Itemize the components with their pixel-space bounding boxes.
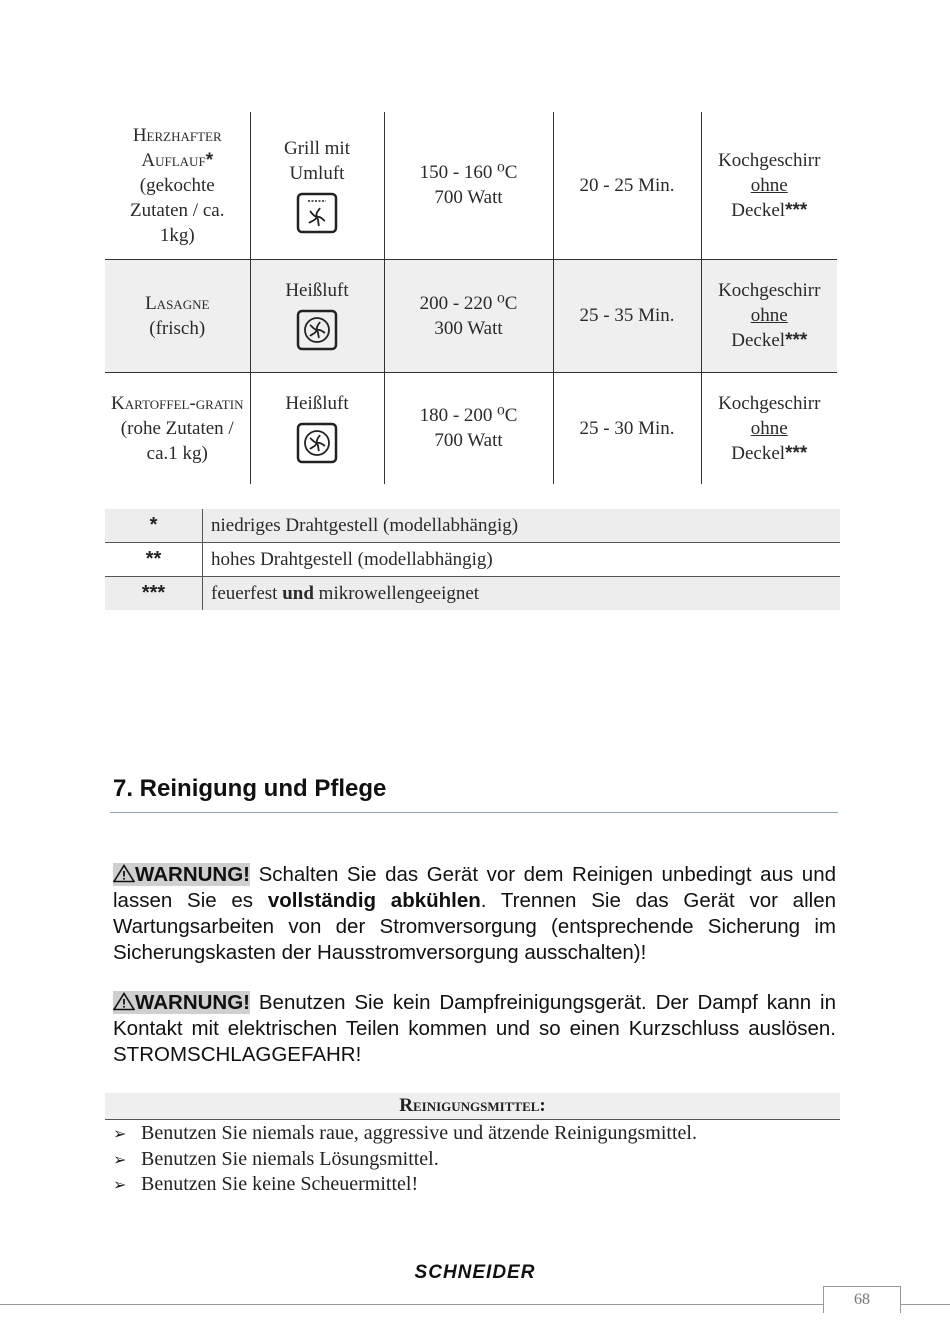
cooking-table bbox=[105, 112, 837, 484]
dish-type-b: ohne bbox=[750, 417, 788, 439]
list-item bbox=[113, 1172, 697, 1198]
table-row bbox=[105, 259, 837, 372]
page-number: 68 bbox=[823, 1286, 901, 1313]
list-item bbox=[113, 1147, 697, 1173]
dish-type-a: Kochgeschirr bbox=[718, 280, 821, 301]
warning-label-text: WARNUNG! bbox=[135, 991, 251, 1014]
warning-paragraph-1 bbox=[113, 862, 836, 966]
mode-cell bbox=[250, 372, 384, 484]
dish-type-stars: *** bbox=[785, 330, 808, 351]
arrow-bullet-icon: ➢ bbox=[113, 1149, 127, 1169]
heading-divider bbox=[110, 812, 838, 813]
dish-type-b: ohne bbox=[750, 305, 788, 326]
mode-label: Heißluft bbox=[285, 279, 349, 301]
dish-type-c: Deckel bbox=[731, 442, 786, 464]
temperature: 200 - 220 ⁰C bbox=[419, 292, 518, 314]
legend-text: niedriges Drahtgestell (modellabhängig) bbox=[203, 509, 841, 543]
legend-text bbox=[203, 577, 841, 611]
legend-text-part: feuerfest bbox=[211, 582, 283, 604]
cleaning-agents-list bbox=[113, 1121, 697, 1198]
table-row bbox=[105, 372, 837, 484]
legend-symbol: *** bbox=[105, 577, 203, 611]
temperature: 180 - 200 ⁰C bbox=[419, 405, 518, 427]
grill-fan-icon bbox=[296, 192, 338, 234]
temperature: 150 - 160 ⁰C bbox=[419, 162, 518, 184]
time-cell bbox=[553, 259, 701, 372]
dish-name: Kartoffel-gratin bbox=[111, 392, 244, 414]
dish-cell bbox=[105, 112, 250, 259]
cleaning-agents-title: Reinigungsmittel: bbox=[399, 1095, 546, 1116]
legend-table bbox=[105, 509, 840, 610]
brand-logo: SCHNEIDER bbox=[414, 1262, 536, 1283]
warning-text: . Trennen Sie das Gerät vor allen Wartungsarbeiten von der Stromversorgung (entsprechende Sicherung im Sicherungskasten der Hausstromversorgung ausschalten)! bbox=[113, 889, 836, 964]
dish-name: Lasagne bbox=[145, 292, 210, 314]
dish-type-a: Kochgeschirr bbox=[718, 149, 821, 171]
list-item-text: Benutzen Sie keine Scheuermittel! bbox=[141, 1173, 419, 1195]
dish-type-a: Kochgeschirr bbox=[718, 392, 821, 414]
dish-note: (frisch) bbox=[149, 317, 206, 339]
cleaning-agents-title-bar bbox=[105, 1093, 840, 1120]
mode-label: Heißluft bbox=[285, 392, 349, 414]
time-cell bbox=[553, 372, 701, 484]
temp-cell bbox=[384, 372, 553, 484]
legend-row bbox=[105, 509, 840, 543]
dish-cell bbox=[105, 259, 250, 372]
dish-type-cell bbox=[701, 112, 837, 259]
mode-label: Grill mit Umluft bbox=[284, 138, 350, 184]
footer-divider bbox=[0, 1304, 950, 1305]
warning-label bbox=[113, 991, 250, 1014]
cooking-time: 25 - 30 Min. bbox=[579, 417, 675, 439]
temp-cell bbox=[384, 112, 553, 259]
list-item bbox=[113, 1121, 697, 1147]
power: 700 Watt bbox=[434, 430, 503, 452]
arrow-bullet-icon: ➢ bbox=[113, 1124, 127, 1143]
legend-symbol: * bbox=[105, 509, 203, 543]
cooking-time: 25 - 35 Min. bbox=[579, 305, 675, 326]
dish-type-cell bbox=[701, 372, 837, 484]
section-heading: 7. Reinigung und Pflege bbox=[113, 775, 387, 802]
temp-cell bbox=[384, 259, 553, 372]
list-item-text: Benutzen Sie niemals Lösungsmittel. bbox=[141, 1147, 439, 1170]
warning-triangle-icon bbox=[113, 864, 135, 883]
hot-air-fan-icon bbox=[296, 309, 338, 351]
dish-cell bbox=[105, 372, 250, 484]
dish-type-b: ohne bbox=[750, 174, 788, 196]
hot-air-fan-icon bbox=[296, 422, 338, 464]
dish-type-stars: *** bbox=[785, 442, 808, 464]
warning-label-text: WARNUNG! bbox=[135, 863, 251, 886]
legend-symbol: ** bbox=[105, 543, 203, 577]
legend-row bbox=[105, 577, 840, 611]
warning-label bbox=[113, 863, 250, 886]
warning-triangle-icon bbox=[113, 992, 135, 1011]
legend-text-bold: und bbox=[282, 582, 314, 604]
cooking-time: 20 - 25 Min. bbox=[579, 174, 675, 196]
dish-mark: * bbox=[205, 149, 214, 171]
time-cell bbox=[553, 112, 701, 259]
mode-cell bbox=[250, 259, 384, 372]
warning-paragraph-2 bbox=[113, 990, 836, 1068]
legend-text: hohes Drahtgestell (modellabhängig) bbox=[203, 543, 841, 577]
dish-type-c: Deckel bbox=[731, 330, 786, 351]
power: 300 Watt bbox=[434, 317, 503, 339]
table-row bbox=[105, 112, 837, 259]
list-item-text: Benutzen Sie niemals raue, aggressive und ätzende Reinigungsmittel. bbox=[141, 1122, 697, 1144]
arrow-bullet-icon: ➢ bbox=[113, 1175, 127, 1194]
warning-text: Benutzen Sie kein Dampfreinigungsgerät. Der Dampf kann in Kontakt mit elektrischen Teilen kommen und so einen Kurzschluss auslösen. STROMSCHLAGGEFAHR! bbox=[113, 991, 836, 1066]
dish-type-c: Deckel bbox=[731, 199, 786, 221]
dish-name: Herzhafter Auflauf bbox=[132, 124, 222, 171]
dish-type-cell bbox=[701, 259, 837, 372]
warning-text: Schalten Sie das Gerät vor dem Reinigen unbedingt aus und lassen Sie es bbox=[113, 863, 836, 912]
legend-text-part: mikrowellengeeignet bbox=[313, 582, 480, 604]
dish-note: (gekochte Zutaten / ca. 1kg) bbox=[130, 174, 225, 246]
dish-type-stars: *** bbox=[785, 199, 808, 221]
warning-text-bold: vollständig abkühlen bbox=[267, 889, 481, 912]
mode-cell bbox=[250, 112, 384, 259]
dish-note: (rohe Zutaten / ca.1 kg) bbox=[120, 417, 234, 464]
power: 700 Watt bbox=[434, 187, 503, 209]
legend-row bbox=[105, 543, 840, 577]
